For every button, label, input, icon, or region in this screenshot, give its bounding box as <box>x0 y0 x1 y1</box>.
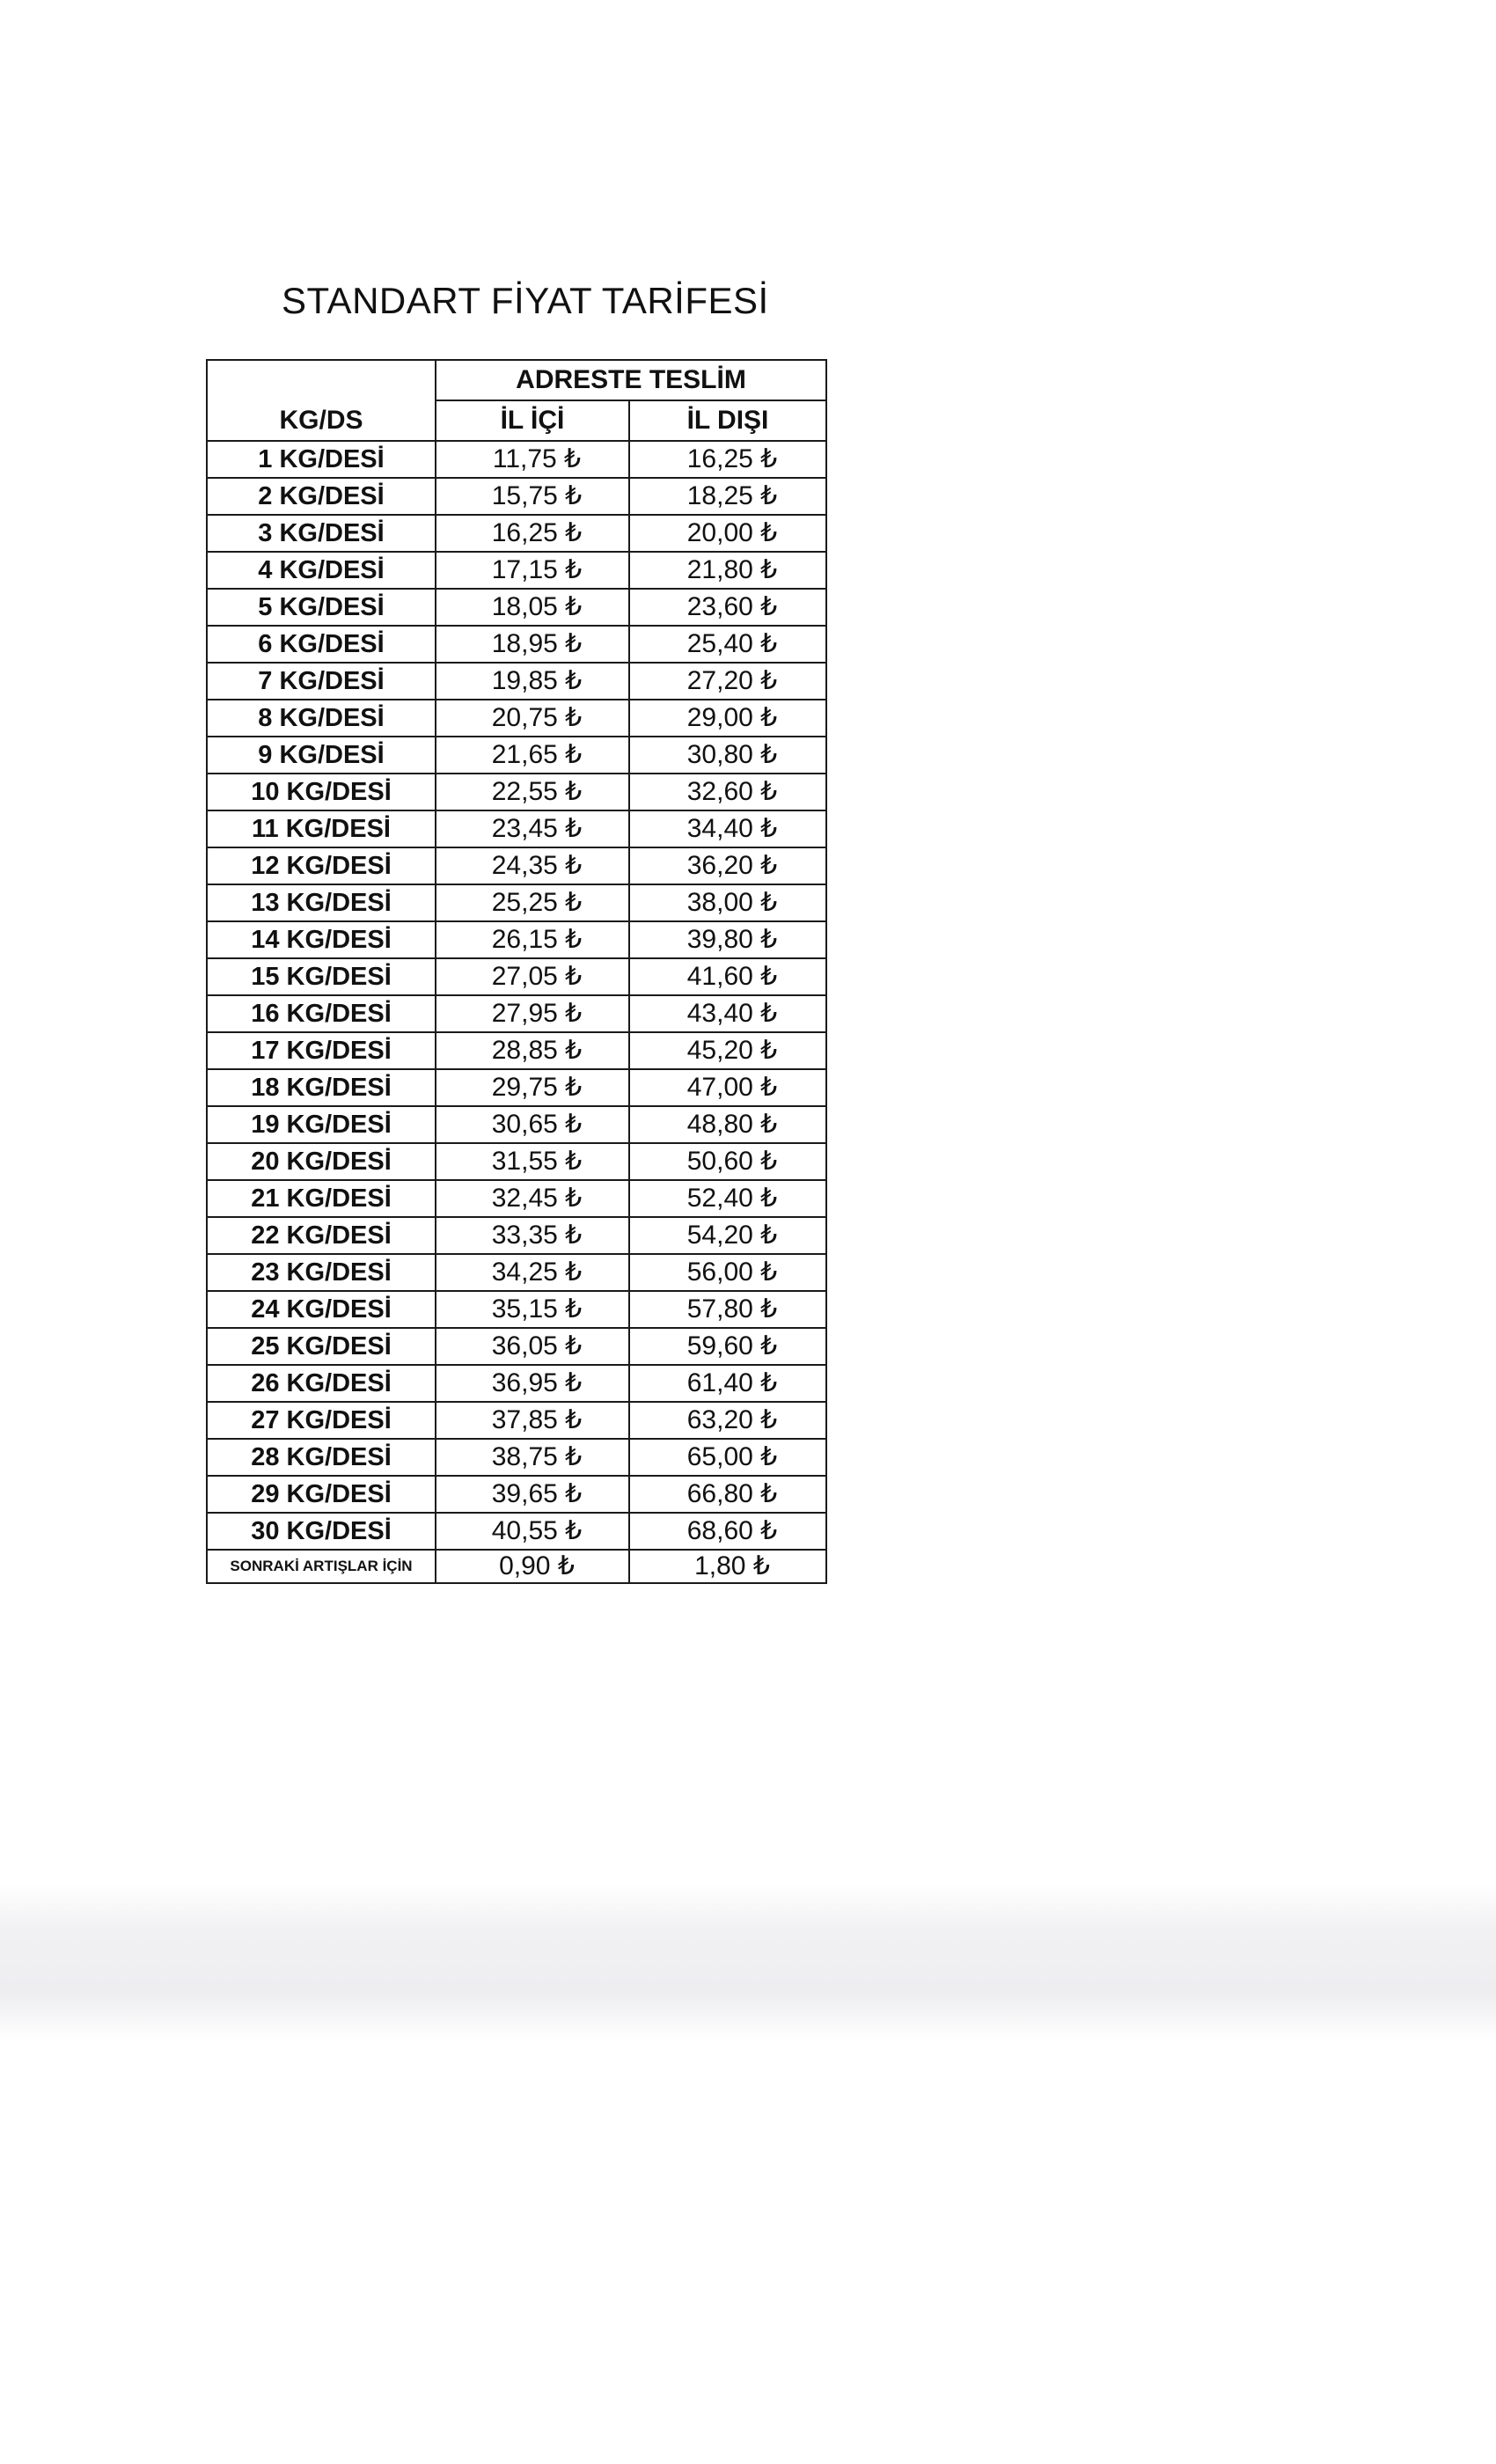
in-city-price-cell: 38,75 ₺ <box>436 1439 629 1476</box>
table-row <box>207 1143 826 1180</box>
in-city-price-cell: 40,55 ₺ <box>436 1513 629 1550</box>
scan-shading <box>0 1883 1496 2042</box>
in-city-price-cell: 39,65 ₺ <box>436 1476 629 1513</box>
table-row <box>207 1217 826 1254</box>
table-row <box>207 663 826 700</box>
weight-cell: 26 KG/DESİ <box>207 1365 436 1402</box>
weight-cell: 24 KG/DESİ <box>207 1291 436 1328</box>
weight-cell: 15 KG/DESİ <box>207 958 436 995</box>
in-city-price-cell: 28,85 ₺ <box>436 1032 629 1069</box>
in-city-price-cell: 18,05 ₺ <box>436 589 629 626</box>
column-header-row <box>207 400 826 441</box>
out-city-price-cell: 43,40 ₺ <box>629 995 826 1032</box>
out-city-price-cell: 18,25 ₺ <box>629 478 826 515</box>
out-city-price-cell: 36,20 ₺ <box>629 847 826 884</box>
out-city-price-cell: 52,40 ₺ <box>629 1180 826 1217</box>
weight-cell: 9 KG/DESİ <box>207 737 436 774</box>
in-city-price-cell: 30,65 ₺ <box>436 1106 629 1143</box>
out-city-price-cell: 47,00 ₺ <box>629 1069 826 1106</box>
in-city-price-cell: 29,75 ₺ <box>436 1069 629 1106</box>
weight-cell: 22 KG/DESİ <box>207 1217 436 1254</box>
table-row <box>207 1439 826 1476</box>
in-city-column-header: İL İÇİ <box>436 400 629 441</box>
footer-in-city-price: 0,90 ₺ <box>436 1550 629 1583</box>
out-city-price-cell: 59,60 ₺ <box>629 1328 826 1365</box>
in-city-price-cell: 17,15 ₺ <box>436 552 629 589</box>
table-row <box>207 1291 826 1328</box>
table-row <box>207 552 826 589</box>
in-city-price-cell: 33,35 ₺ <box>436 1217 629 1254</box>
table-row <box>207 1476 826 1513</box>
in-city-price-cell: 27,05 ₺ <box>436 958 629 995</box>
group-header-row <box>207 360 826 400</box>
weight-cell: 25 KG/DESİ <box>207 1328 436 1365</box>
in-city-price-cell: 20,75 ₺ <box>436 700 629 737</box>
weight-cell: 20 KG/DESİ <box>207 1143 436 1180</box>
out-city-price-cell: 34,40 ₺ <box>629 810 826 847</box>
table-row <box>207 441 826 478</box>
out-city-price-cell: 66,80 ₺ <box>629 1476 826 1513</box>
in-city-price-cell: 36,95 ₺ <box>436 1365 629 1402</box>
weight-column-header: KG/DS <box>207 400 436 441</box>
weight-cell: 14 KG/DESİ <box>207 921 436 958</box>
table-row <box>207 1032 826 1069</box>
group-header: ADRESTE TESLİM <box>436 360 826 400</box>
table-row <box>207 1180 826 1217</box>
out-city-price-cell: 68,60 ₺ <box>629 1513 826 1550</box>
out-city-price-cell: 20,00 ₺ <box>629 515 826 552</box>
weight-cell: 1 KG/DESİ <box>207 441 436 478</box>
weight-cell: 27 KG/DESİ <box>207 1402 436 1439</box>
in-city-price-cell: 24,35 ₺ <box>436 847 629 884</box>
table-row <box>207 1254 826 1291</box>
weight-cell: 19 KG/DESİ <box>207 1106 436 1143</box>
out-city-price-cell: 45,20 ₺ <box>629 1032 826 1069</box>
table-row <box>207 995 826 1032</box>
out-city-price-cell: 65,00 ₺ <box>629 1439 826 1476</box>
in-city-price-cell: 34,25 ₺ <box>436 1254 629 1291</box>
weight-cell: 13 KG/DESİ <box>207 884 436 921</box>
in-city-price-cell: 16,25 ₺ <box>436 515 629 552</box>
out-city-price-cell: 57,80 ₺ <box>629 1291 826 1328</box>
weight-cell: 3 KG/DESİ <box>207 515 436 552</box>
in-city-price-cell: 15,75 ₺ <box>436 478 629 515</box>
out-city-price-cell: 27,20 ₺ <box>629 663 826 700</box>
tariff-table <box>206 359 827 1584</box>
in-city-price-cell: 23,45 ₺ <box>436 810 629 847</box>
in-city-price-cell: 25,25 ₺ <box>436 884 629 921</box>
in-city-price-cell: 19,85 ₺ <box>436 663 629 700</box>
out-city-price-cell: 48,80 ₺ <box>629 1106 826 1143</box>
weight-cell: 21 KG/DESİ <box>207 1180 436 1217</box>
out-city-price-cell: 38,00 ₺ <box>629 884 826 921</box>
table-row <box>207 626 826 663</box>
weight-cell: 28 KG/DESİ <box>207 1439 436 1476</box>
table-row <box>207 1365 826 1402</box>
weight-cell: 5 KG/DESİ <box>207 589 436 626</box>
weight-cell: 2 KG/DESİ <box>207 478 436 515</box>
out-city-price-cell: 32,60 ₺ <box>629 774 826 810</box>
weight-cell: 10 KG/DESİ <box>207 774 436 810</box>
weight-cell: 18 KG/DESİ <box>207 1069 436 1106</box>
weight-cell: 12 KG/DESİ <box>207 847 436 884</box>
footer-out-city-price: 1,80 ₺ <box>629 1550 826 1583</box>
weight-cell: 29 KG/DESİ <box>207 1476 436 1513</box>
table-row <box>207 774 826 810</box>
weight-cell: 7 KG/DESİ <box>207 663 436 700</box>
in-city-price-cell: 27,95 ₺ <box>436 995 629 1032</box>
in-city-price-cell: 35,15 ₺ <box>436 1291 629 1328</box>
in-city-price-cell: 26,15 ₺ <box>436 921 629 958</box>
weight-cell: 4 KG/DESİ <box>207 552 436 589</box>
weight-cell: 6 KG/DESİ <box>207 626 436 663</box>
in-city-price-cell: 11,75 ₺ <box>436 441 629 478</box>
out-city-price-cell: 39,80 ₺ <box>629 921 826 958</box>
out-city-price-cell: 54,20 ₺ <box>629 1217 826 1254</box>
table-row <box>207 921 826 958</box>
weight-cell: 8 KG/DESİ <box>207 700 436 737</box>
in-city-price-cell: 18,95 ₺ <box>436 626 629 663</box>
in-city-price-cell: 32,45 ₺ <box>436 1180 629 1217</box>
out-city-price-cell: 41,60 ₺ <box>629 958 826 995</box>
weight-cell: 17 KG/DESİ <box>207 1032 436 1069</box>
out-city-price-cell: 61,40 ₺ <box>629 1365 826 1402</box>
table-row <box>207 1402 826 1439</box>
weight-cell: 16 KG/DESİ <box>207 995 436 1032</box>
table-row <box>207 700 826 737</box>
in-city-price-cell: 21,65 ₺ <box>436 737 629 774</box>
weight-cell: 11 KG/DESİ <box>207 810 436 847</box>
in-city-price-cell: 36,05 ₺ <box>436 1328 629 1365</box>
out-city-price-cell: 50,60 ₺ <box>629 1143 826 1180</box>
table-row <box>207 884 826 921</box>
weight-cell: 30 KG/DESİ <box>207 1513 436 1550</box>
out-city-price-cell: 63,20 ₺ <box>629 1402 826 1439</box>
table-row <box>207 1513 826 1550</box>
out-city-column-header: İL DIŞI <box>629 400 826 441</box>
table-row <box>207 478 826 515</box>
out-city-price-cell: 56,00 ₺ <box>629 1254 826 1291</box>
table-row <box>207 1106 826 1143</box>
header-blank-cell <box>207 360 436 400</box>
table-row <box>207 1069 826 1106</box>
weight-cell: 23 KG/DESİ <box>207 1254 436 1291</box>
footer-row <box>207 1550 826 1583</box>
in-city-price-cell: 37,85 ₺ <box>436 1402 629 1439</box>
out-city-price-cell: 16,25 ₺ <box>629 441 826 478</box>
table-row <box>207 958 826 995</box>
table-row <box>207 1328 826 1365</box>
table-row <box>207 515 826 552</box>
footer-label: SONRAKİ ARTIŞLAR İÇİN <box>207 1550 436 1583</box>
out-city-price-cell: 30,80 ₺ <box>629 737 826 774</box>
table-row <box>207 589 826 626</box>
out-city-price-cell: 29,00 ₺ <box>629 700 826 737</box>
out-city-price-cell: 23,60 ₺ <box>629 589 826 626</box>
page-title: STANDART FİYAT TARİFESİ <box>282 280 769 321</box>
in-city-price-cell: 22,55 ₺ <box>436 774 629 810</box>
in-city-price-cell: 31,55 ₺ <box>436 1143 629 1180</box>
table-row <box>207 737 826 774</box>
table-row <box>207 810 826 847</box>
out-city-price-cell: 21,80 ₺ <box>629 552 826 589</box>
out-city-price-cell: 25,40 ₺ <box>629 626 826 663</box>
table-row <box>207 847 826 884</box>
